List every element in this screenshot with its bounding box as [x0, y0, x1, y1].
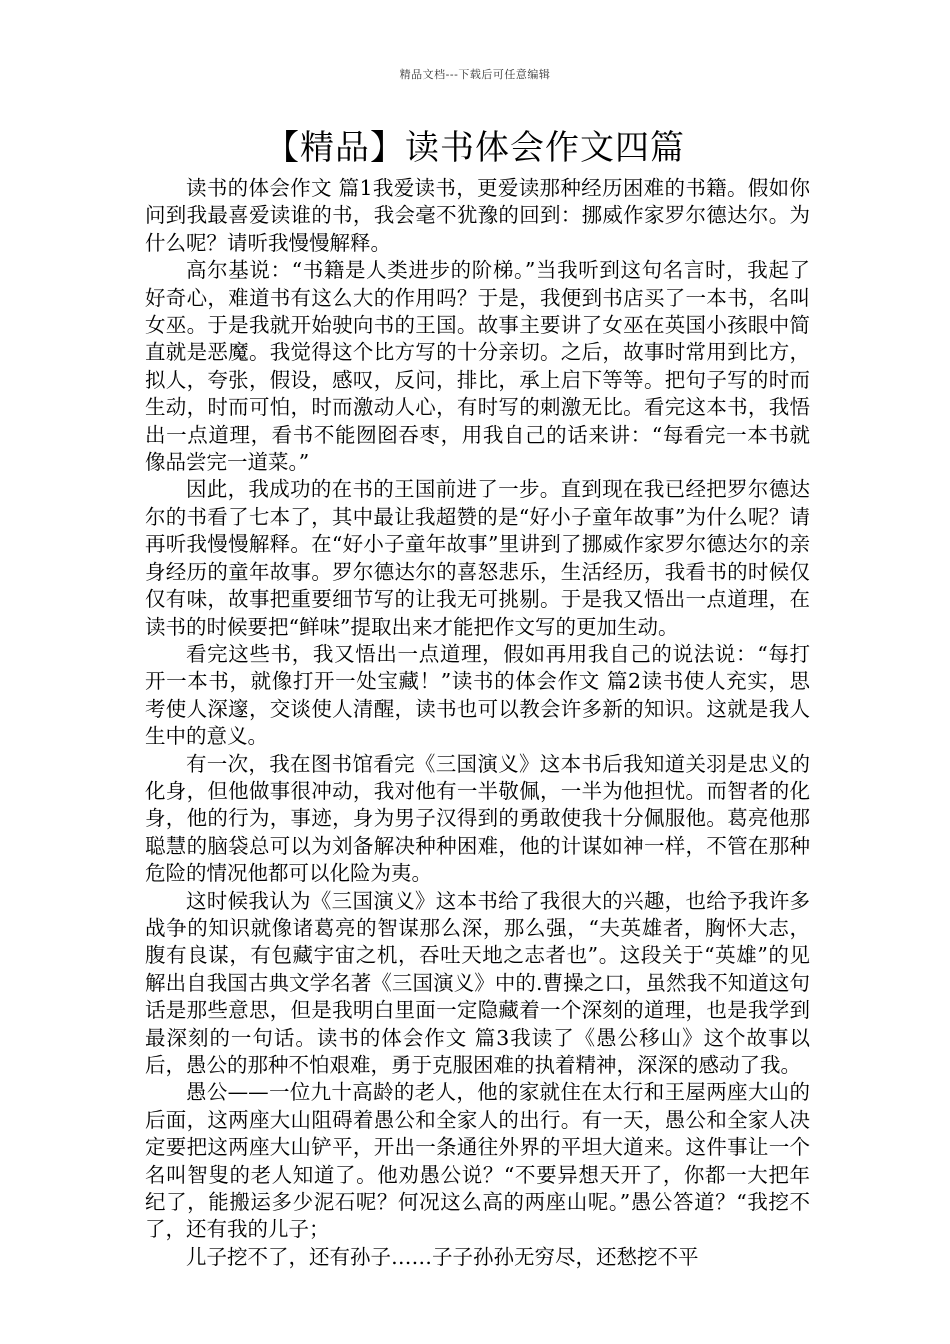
page-header: 精品文档---下载后可任意编辑: [399, 68, 551, 81]
paragraph: 读书的体会作文 篇1我爱读书，更爱读那种经历困难的书籍。假如你问到我最喜爱读谁的书，我会毫不犹豫的回到：挪威作家罗尔德达尔。为什么呢？请听我慢慢解释。: [145, 176, 810, 255]
document-body: [145, 175, 810, 1271]
document-title: 【精品】读书体会作文四篇: [265, 128, 685, 168]
paragraph: 有一次，我在图书馆看完《三国演义》这本书后我知道关羽是忠义的化身，但他做事很冲动，我对他有一半敬佩，一半为他担忧。而智者的化身，他的行为，事迹，身为男子汉得到的勇敢使我十分佩服他。葛亮他那聪慧的脑袋总可以为刘备解决种种困难，他的计谋如神一样，不管在那种危险的情况他都可以化险为夷。: [145, 751, 810, 886]
paragraph: 高尔基说：“书籍是人类进步的阶梯。”当我听到这句名言时，我起了好奇心，难道书有这么大的作用吗？于是，我便到书店买了一本书，名叫女巫。于是我就开始驶向书的王国。故事主要讲了女巫在英国小孩眼中简直就是恶魔。我觉得这个比方写的十分亲切。之后，故事时常用到比方，拟人，夸张，假设，感叹，反问，排比，承上启下等等。把句子写的时而生动，时而可怕，时而激动人心，有时写的刺激无比。看完这本书，我悟出一点道理，看书不能囫囵吞枣，用我自己的话来讲：“每看完一本书就像品尝完一道菜。”: [145, 258, 810, 475]
paragraph: 因此，我成功的在书的王国前进了一步。直到现在我已经把罗尔德达尔的书看了七本了，其中最让我超赞的是“好小子童年故事”为什么呢？请再听我慢慢解释。在“好小子童年故事”里讲到了挪威作家罗尔德达尔的亲身经历的童年故事。罗尔德达尔的喜怒悲乐，生活经历，我看书的时候仅仅有味，故事把重要细节写的让我无可挑剔。于是我又悟出一点道理，在读书的时候要把“鲜味”提取出来才能把作文写的更加生动。: [145, 477, 810, 639]
paragraph: 看完这些书，我又悟出一点道理，假如再用我自己的说法说：“每打开一本书，就像打开一处宝藏！”读书的体会作文 篇2读书使人充实，思考使人深邃，交谈使人清醒，读书也可以教会许多新的知识。这就是我人生中的意义。: [145, 641, 810, 749]
paragraph: 这时候我认为《三国演义》这本书给了我很大的兴趣，也给予我许多战争的知识就像诸葛亮的智谋那么深，那么强，“夫英雄者，胸怀大志，腹有良谋，有包藏宇宙之机，吞吐天地之志者也”。这段关于“英雄”的见解出自我国古典文学名著《三国演义》中的.曹操之口，虽然我不知道这句话是那些意思，但是我明白里面一定隐藏着一个深刻的道理，也是我学到最深刻的一句话。读书的体会作文 篇3我读了《愚公移山》这个故事以后，愚公的那种不怕艰难，勇于克服困难的执着精神，深深的感动了我。: [145, 888, 810, 1077]
paragraph: 愚公——一位九十高龄的老人，他的家就住在太行和王屋两座大山的后面，这两座大山阻碍着愚公和全家人的出行。有一天，愚公和全家人决定要把这两座大山铲平，开出一条通往外界的平坦大道来。这件事让一个名叫智叟的老人知道了。他劝愚公说？“不要异想天开了，你都一大把年纪了，能搬运多少泥石呢？何况这么高的两座山呢。”愚公答道？“我挖不了，还有我的儿子；: [145, 1080, 810, 1242]
paragraph: 儿子挖不了，还有孙子……子子孙孙无穷尽，还愁挖不平: [186, 1244, 699, 1269]
